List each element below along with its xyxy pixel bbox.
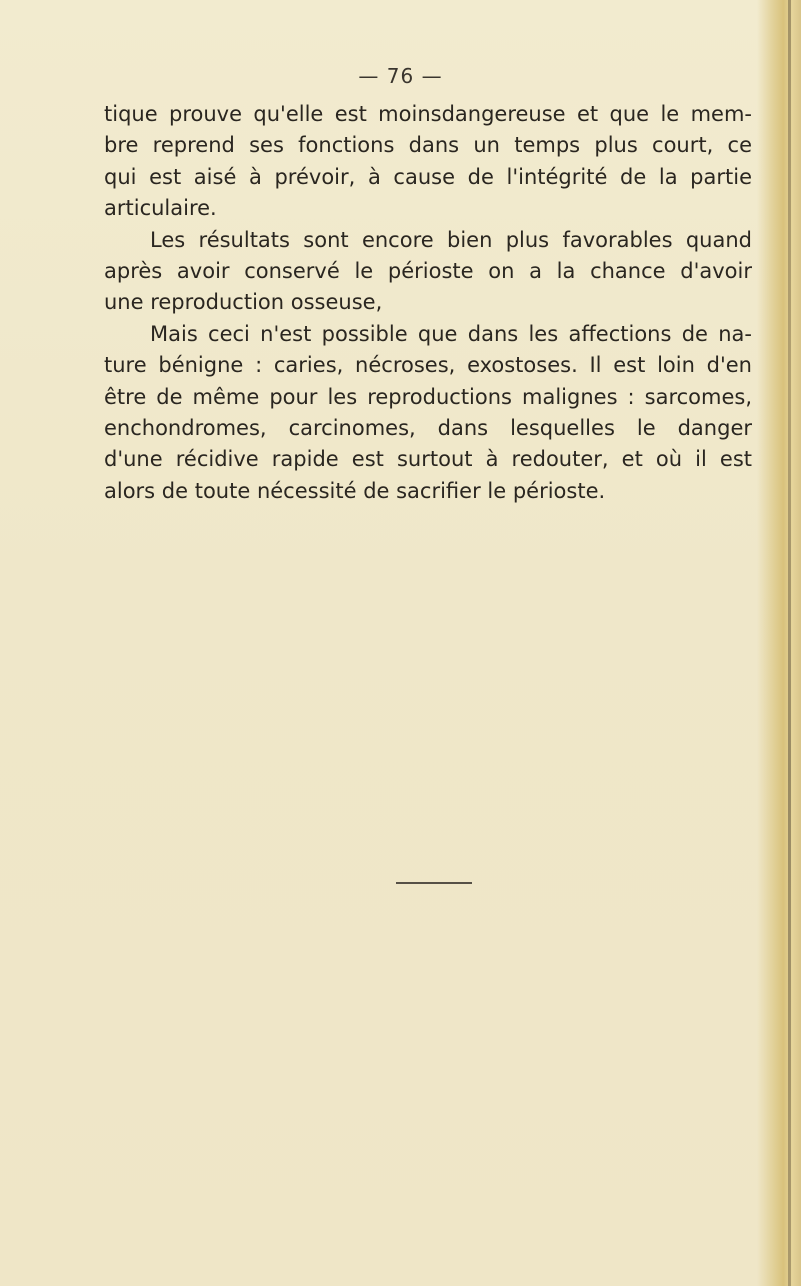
text-line: Mais ceci n'est possible que dans les affections de na- bbox=[150, 321, 752, 346]
body-text bbox=[104, 99, 752, 507]
text-line: alors de toute nécessité de sacrifier le périoste. bbox=[104, 478, 606, 503]
end-rule bbox=[396, 882, 472, 884]
text-line: qui est aisé à prévoir, à cause de l'intégrité de la partie bbox=[104, 164, 752, 189]
text-line: une reproduction osseuse, bbox=[104, 290, 383, 315]
text-line: enchondromes, carcinomes, dans lesquelles le danger bbox=[104, 416, 752, 441]
text-line: d'une récidive rapide est surtout à redouter, et où il est bbox=[104, 447, 752, 472]
page-edge-shadow bbox=[757, 0, 801, 1286]
text-line: ture bénigne : caries, nécroses, exostoses. Il est loin d'en bbox=[104, 353, 752, 378]
text-line: articulaire. bbox=[104, 196, 217, 221]
page-number: — 76 — bbox=[358, 64, 443, 88]
text-line: tique prouve qu'elle est moinsdangereuse et que le mem- bbox=[104, 102, 752, 126]
text-line: après avoir conservé le périoste on a la chance d'avoir bbox=[104, 259, 752, 284]
text-line: bre reprend ses fonctions dans un temps plus court, ce bbox=[104, 133, 752, 158]
text-line: être de même pour les reproductions malignes : sarcomes, bbox=[104, 384, 752, 409]
page-gutter-line bbox=[788, 0, 791, 1286]
text-line: Les résultats sont encore bien plus favorables quand bbox=[150, 227, 752, 252]
